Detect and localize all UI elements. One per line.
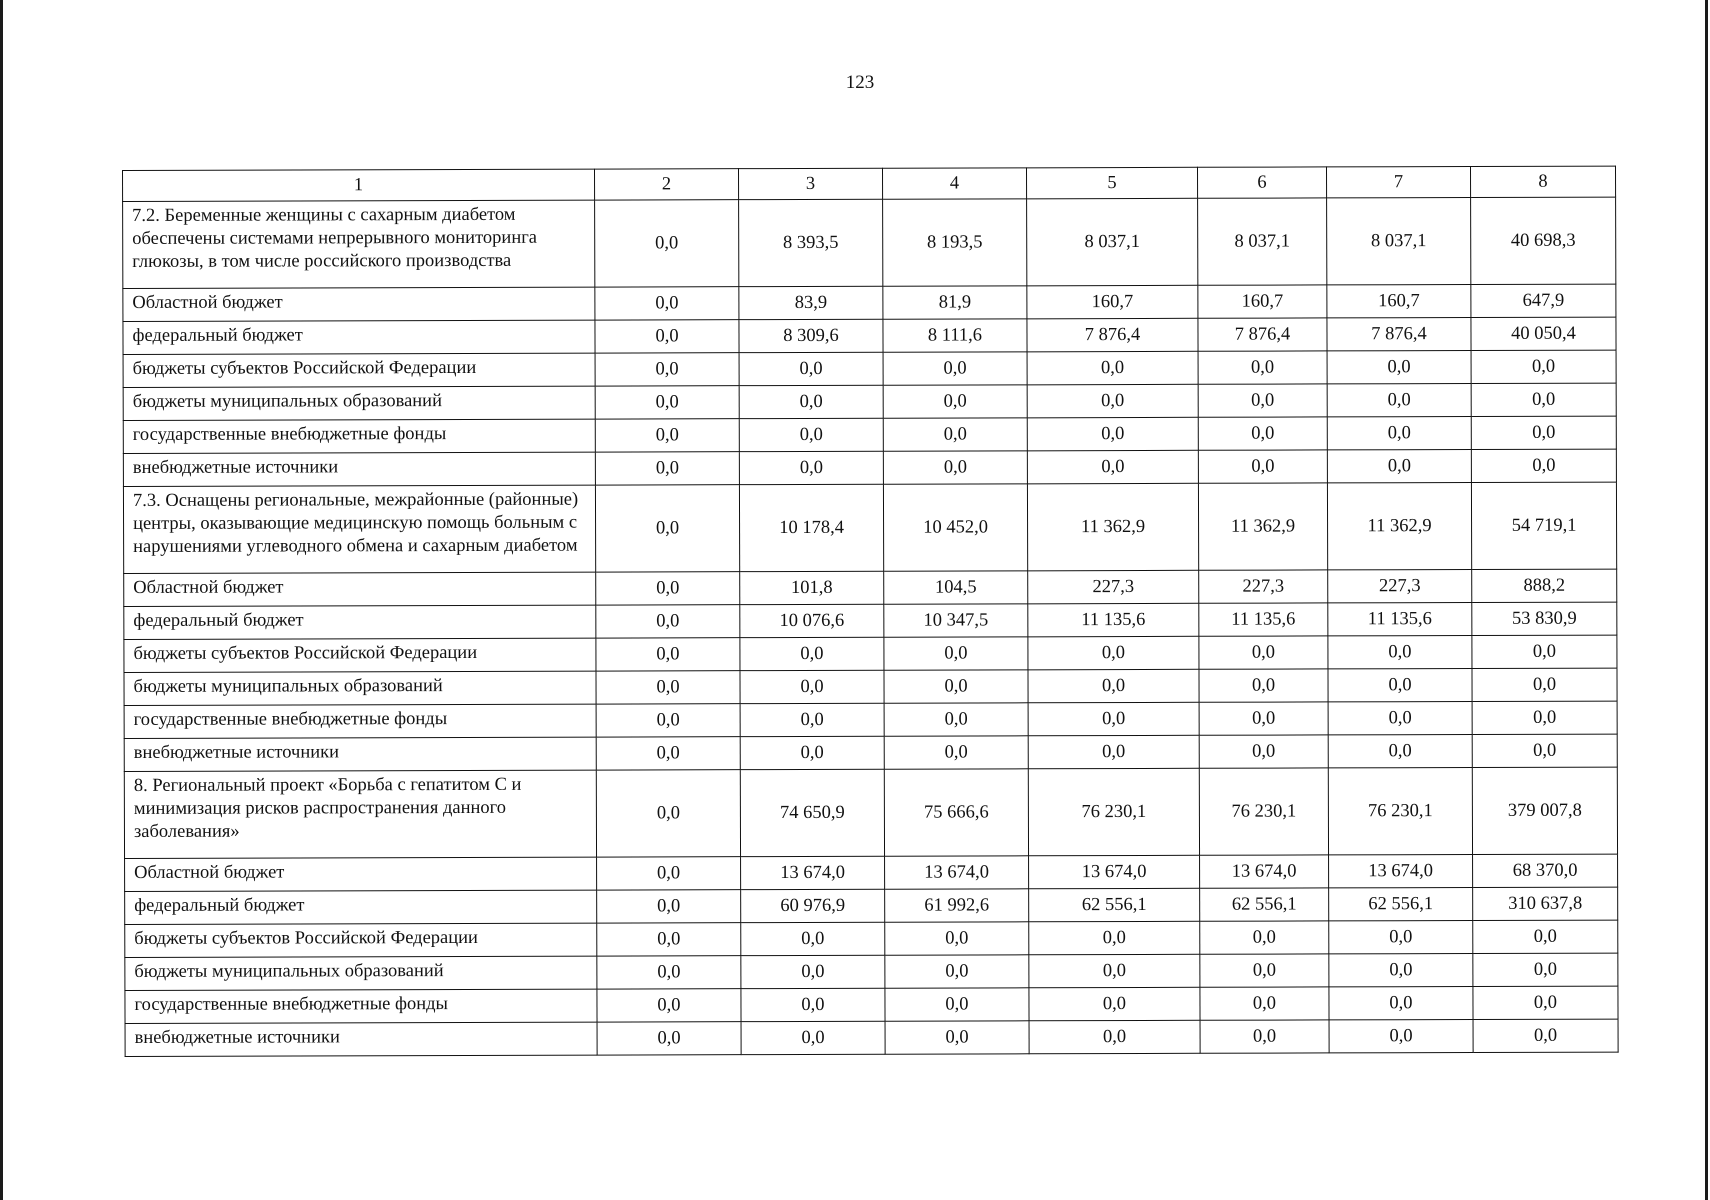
funding-source-row <box>125 986 1618 1023</box>
value-cell: 0,0 <box>1200 1020 1329 1053</box>
value-cell: 0,0 <box>739 418 883 451</box>
value-cell: 160,7 <box>1198 285 1327 318</box>
funding-source-row <box>124 635 1617 672</box>
funding-source-label: государственные внебюджетные фонды <box>123 419 595 453</box>
value-cell: 227,3 <box>1328 569 1472 602</box>
section-value-cell: 8 037,1 <box>1027 198 1198 286</box>
value-cell: 0,0 <box>883 385 1027 418</box>
value-cell: 0,0 <box>1198 351 1327 384</box>
value-cell: 0,0 <box>1028 735 1199 769</box>
section-row <box>123 482 1616 573</box>
value-cell: 0,0 <box>1200 921 1329 954</box>
value-cell: 0,0 <box>1471 449 1616 482</box>
funding-source-row <box>125 887 1618 924</box>
section-value-cell: 0,0 <box>595 200 739 287</box>
value-cell: 0,0 <box>883 451 1027 484</box>
value-cell: 0,0 <box>1471 416 1616 449</box>
value-cell: 0,0 <box>1473 1019 1618 1052</box>
value-cell: 53 830,9 <box>1472 602 1617 635</box>
column-number: 2 <box>594 169 738 200</box>
value-cell: 0,0 <box>739 352 883 385</box>
funding-source-row <box>123 449 1616 486</box>
section-row <box>124 767 1617 858</box>
value-cell: 0,0 <box>885 955 1029 988</box>
value-cell: 0,0 <box>884 670 1028 703</box>
value-cell: 0,0 <box>1328 734 1472 767</box>
value-cell: 0,0 <box>595 386 739 419</box>
funding-source-label: бюджеты субъектов Российской Федерации <box>124 638 596 672</box>
section-title: 7.2. Беременные женщины с сахарным диабетом обеспечены системами непрерывного мониторинга глюкозы, в том числе российского производства <box>123 200 595 288</box>
section-value-cell: 379 007,8 <box>1472 767 1617 854</box>
value-cell: 0,0 <box>741 955 885 988</box>
column-number: 3 <box>738 168 882 199</box>
value-cell: 0,0 <box>1199 735 1328 768</box>
value-cell: 11 135,6 <box>1328 602 1472 635</box>
value-cell: 81,9 <box>883 286 1027 319</box>
value-cell: 0,0 <box>596 572 740 605</box>
value-cell: 647,9 <box>1471 284 1616 317</box>
funding-source-row <box>123 383 1616 420</box>
value-cell: 0,0 <box>1328 668 1472 701</box>
value-cell: 104,5 <box>884 571 1028 604</box>
funding-source-label: внебюджетные источники <box>124 737 596 771</box>
value-cell: 0,0 <box>1028 669 1199 703</box>
funding-source-row <box>124 701 1617 738</box>
value-cell: 0,0 <box>1198 384 1327 417</box>
value-cell: 0,0 <box>1471 383 1616 416</box>
value-cell: 13 674,0 <box>741 856 885 889</box>
value-cell: 0,0 <box>597 857 741 890</box>
funding-source-row <box>124 602 1617 639</box>
value-cell: 13 674,0 <box>885 856 1029 889</box>
value-cell: 13 674,0 <box>1029 855 1200 889</box>
section-value-cell: 0,0 <box>596 770 740 857</box>
value-cell: 0,0 <box>595 353 739 386</box>
value-cell: 0,0 <box>1199 702 1328 735</box>
value-cell: 0,0 <box>1028 636 1199 670</box>
funding-source-row <box>123 350 1616 387</box>
funding-source-row <box>123 317 1616 354</box>
value-cell: 0,0 <box>596 638 740 671</box>
funding-source-row <box>124 569 1617 606</box>
value-cell: 8 111,6 <box>883 319 1027 352</box>
column-number: 4 <box>882 168 1026 199</box>
value-cell: 7 876,4 <box>1198 318 1327 351</box>
value-cell: 0,0 <box>1472 734 1617 767</box>
value-cell: 0,0 <box>883 352 1027 385</box>
section-value-cell: 11 362,9 <box>1327 482 1471 569</box>
value-cell: 0,0 <box>741 988 885 1021</box>
funding-source-label: бюджеты субъектов Российской Федерации <box>123 353 595 387</box>
value-cell: 227,3 <box>1199 570 1328 603</box>
value-cell: 0,0 <box>597 1022 741 1055</box>
column-number: 8 <box>1470 166 1615 197</box>
value-cell: 0,0 <box>885 922 1029 955</box>
column-number: 5 <box>1026 167 1197 199</box>
value-cell: 0,0 <box>1327 350 1471 383</box>
funding-source-label: внебюджетные источники <box>125 1022 597 1056</box>
funding-source-label: федеральный бюджет <box>124 605 596 639</box>
scan-edge-left <box>0 0 3 1200</box>
value-cell: 0,0 <box>1329 1019 1473 1052</box>
funding-source-label: государственные внебюджетные фонды <box>124 704 596 738</box>
value-cell: 0,0 <box>740 637 884 670</box>
budget-table-container <box>122 166 1618 1057</box>
funding-source-row <box>123 416 1616 453</box>
value-cell: 60 976,9 <box>741 889 885 922</box>
section-value-cell: 54 719,1 <box>1471 482 1616 569</box>
value-cell: 0,0 <box>596 605 740 638</box>
value-cell: 0,0 <box>1198 417 1327 450</box>
budget-table <box>122 166 1619 1057</box>
table-body <box>123 166 1619 1056</box>
value-cell: 0,0 <box>596 737 740 770</box>
section-row <box>123 197 1616 288</box>
value-cell: 0,0 <box>1200 987 1329 1020</box>
value-cell: 0,0 <box>596 671 740 704</box>
funding-source-label: бюджеты субъектов Российской Федерации <box>125 923 597 957</box>
value-cell: 0,0 <box>1329 920 1473 953</box>
value-cell: 0,0 <box>1198 450 1327 483</box>
value-cell: 0,0 <box>1027 351 1198 385</box>
value-cell: 0,0 <box>1327 449 1471 482</box>
value-cell: 8 309,6 <box>739 319 883 352</box>
value-cell: 0,0 <box>740 670 884 703</box>
column-number-row <box>123 166 1616 201</box>
value-cell: 0,0 <box>595 320 739 353</box>
value-cell: 888,2 <box>1472 569 1617 602</box>
section-value-cell: 11 362,9 <box>1198 483 1327 570</box>
value-cell: 62 556,1 <box>1200 888 1329 921</box>
value-cell: 0,0 <box>597 890 741 923</box>
funding-source-label: Областной бюджет <box>125 857 597 891</box>
value-cell: 10 347,5 <box>884 604 1028 637</box>
value-cell: 0,0 <box>884 703 1028 736</box>
value-cell: 0,0 <box>740 736 884 769</box>
value-cell: 0,0 <box>1027 450 1198 484</box>
value-cell: 40 050,4 <box>1471 317 1616 350</box>
section-title: 8. Региональный проект «Борьба с гепатитом С и минимизация рисков распространения данного заболевания» <box>124 770 596 858</box>
value-cell: 0,0 <box>1029 954 1200 988</box>
value-cell: 0,0 <box>739 385 883 418</box>
value-cell: 0,0 <box>1329 953 1473 986</box>
section-value-cell: 10 178,4 <box>739 484 883 571</box>
funding-source-row <box>125 854 1618 891</box>
value-cell: 0,0 <box>597 956 741 989</box>
value-cell: 0,0 <box>884 637 1028 670</box>
value-cell: 61 992,6 <box>885 889 1029 922</box>
value-cell: 0,0 <box>883 418 1027 451</box>
section-value-cell: 8 393,5 <box>739 199 883 286</box>
scan-edge-right <box>1705 0 1708 1200</box>
value-cell: 0,0 <box>1328 701 1472 734</box>
value-cell: 310 637,8 <box>1473 887 1618 920</box>
value-cell: 0,0 <box>1473 920 1618 953</box>
section-value-cell: 10 452,0 <box>883 484 1027 571</box>
column-number: 1 <box>123 169 595 201</box>
funding-source-label: бюджеты муниципальных образований <box>125 956 597 990</box>
value-cell: 0,0 <box>1327 416 1471 449</box>
value-cell: 0,0 <box>1028 702 1199 736</box>
value-cell: 13 674,0 <box>1329 854 1473 887</box>
section-value-cell: 40 698,3 <box>1471 197 1616 284</box>
value-cell: 68 370,0 <box>1473 854 1618 887</box>
value-cell: 0,0 <box>884 736 1028 769</box>
funding-source-label: федеральный бюджет <box>123 320 595 354</box>
value-cell: 62 556,1 <box>1329 887 1473 920</box>
section-value-cell: 74 650,9 <box>740 769 884 856</box>
page-number: 123 <box>845 72 875 93</box>
funding-source-row <box>124 734 1617 771</box>
funding-source-label: федеральный бюджет <box>125 890 597 924</box>
value-cell: 13 674,0 <box>1200 855 1329 888</box>
value-cell: 0,0 <box>740 703 884 736</box>
value-cell: 0,0 <box>595 419 739 452</box>
value-cell: 11 135,6 <box>1199 603 1328 636</box>
value-cell: 0,0 <box>741 1021 885 1054</box>
section-value-cell: 8 037,1 <box>1198 198 1327 285</box>
section-value-cell: 11 362,9 <box>1027 483 1198 571</box>
value-cell: 0,0 <box>1328 635 1472 668</box>
value-cell: 0,0 <box>1473 953 1618 986</box>
funding-source-label: государственные внебюджетные фонды <box>125 989 597 1023</box>
funding-source-row <box>125 920 1618 957</box>
section-value-cell: 76 230,1 <box>1328 767 1472 854</box>
value-cell: 0,0 <box>1327 383 1471 416</box>
funding-source-label: внебюджетные источники <box>123 452 595 486</box>
value-cell: 0,0 <box>885 1021 1029 1054</box>
value-cell: 7 876,4 <box>1027 318 1198 352</box>
funding-source-row <box>124 668 1617 705</box>
value-cell: 160,7 <box>1327 284 1471 317</box>
value-cell: 0,0 <box>741 922 885 955</box>
value-cell: 0,0 <box>597 989 741 1022</box>
section-value-cell: 8 193,5 <box>883 199 1027 286</box>
section-value-cell: 75 666,6 <box>884 769 1028 856</box>
value-cell: 0,0 <box>1027 417 1198 451</box>
funding-source-label: бюджеты муниципальных образований <box>123 386 595 420</box>
funding-source-label: Областной бюджет <box>124 572 596 606</box>
value-cell: 0,0 <box>1329 986 1473 1019</box>
value-cell: 0,0 <box>1472 701 1617 734</box>
value-cell: 0,0 <box>739 451 883 484</box>
value-cell: 0,0 <box>1199 636 1328 669</box>
value-cell: 0,0 <box>1027 384 1198 418</box>
value-cell: 7 876,4 <box>1327 317 1471 350</box>
value-cell: 0,0 <box>1473 986 1618 1019</box>
value-cell: 0,0 <box>1029 921 1200 955</box>
value-cell: 0,0 <box>597 923 741 956</box>
value-cell: 0,0 <box>1029 987 1200 1021</box>
value-cell: 83,9 <box>739 286 883 319</box>
value-cell: 0,0 <box>1472 668 1617 701</box>
funding-source-row <box>125 1019 1618 1056</box>
value-cell: 0,0 <box>595 287 739 320</box>
value-cell: 227,3 <box>1028 570 1199 604</box>
section-value-cell: 76 230,1 <box>1028 768 1199 856</box>
funding-source-label: Областной бюджет <box>123 287 595 321</box>
section-title: 7.3. Оснащены региональные, межрайонные (районные) центры, оказывающие медицинскую помощь больным с нарушениями углеводного обмена и сахарным диабетом <box>123 485 595 573</box>
value-cell: 101,8 <box>740 571 884 604</box>
value-cell: 62 556,1 <box>1029 888 1200 922</box>
value-cell: 0,0 <box>1029 1020 1200 1054</box>
value-cell: 0,0 <box>1199 669 1328 702</box>
funding-source-row <box>123 284 1616 321</box>
section-value-cell: 76 230,1 <box>1199 768 1328 855</box>
column-number: 6 <box>1197 167 1326 198</box>
value-cell: 0,0 <box>595 452 739 485</box>
value-cell: 0,0 <box>1472 635 1617 668</box>
value-cell: 0,0 <box>1200 954 1329 987</box>
funding-source-label: бюджеты муниципальных образований <box>124 671 596 705</box>
value-cell: 0,0 <box>596 704 740 737</box>
column-number: 7 <box>1326 166 1470 197</box>
value-cell: 10 076,6 <box>740 604 884 637</box>
section-value-cell: 8 037,1 <box>1327 197 1471 284</box>
value-cell: 160,7 <box>1027 285 1198 319</box>
funding-source-row <box>125 953 1618 990</box>
value-cell: 0,0 <box>885 988 1029 1021</box>
value-cell: 11 135,6 <box>1028 603 1199 637</box>
section-value-cell: 0,0 <box>595 485 739 572</box>
value-cell: 0,0 <box>1471 350 1616 383</box>
